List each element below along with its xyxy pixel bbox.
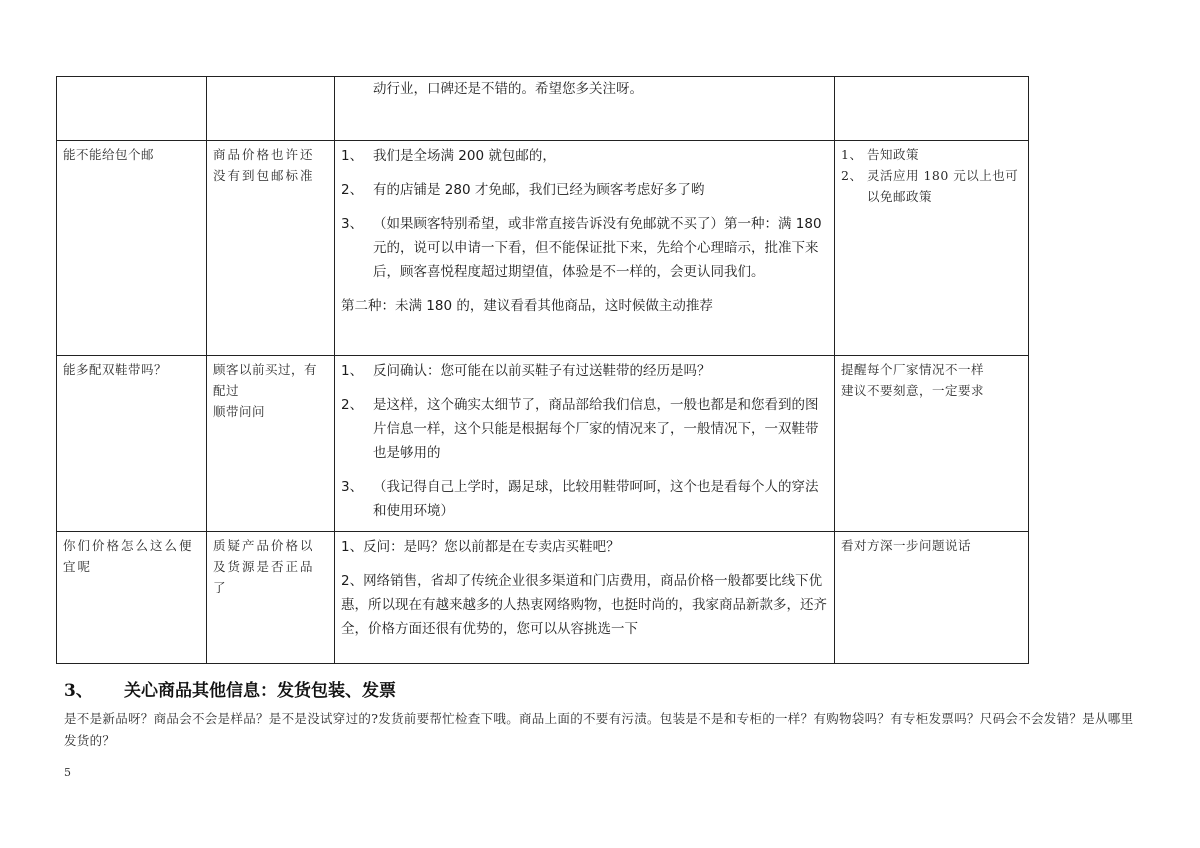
- answer-cell: [335, 141, 835, 356]
- answer-item-1: 1、反问：是吗？您以前都是在专卖店买鞋吧？: [341, 539, 620, 555]
- reason-cell: 顾客以前买过，有 配过 顺带问问: [207, 356, 335, 532]
- answer-cell: [335, 532, 835, 664]
- answer-item-3: 3、 （我记得自己上学时，踢足球，比较用鞋带呵呵，这个也是看每个人的穿法和使用环境）: [341, 479, 819, 519]
- notes-cell: 1、 告知政策 2、 灵活应用 180 元以上也可以免邮政策: [835, 141, 1029, 356]
- answer-cell: [335, 356, 835, 532]
- faq-table: [56, 76, 1029, 664]
- answer-item-2: 2、 是这样，这个确实太细节了，商品部给我们信息，一般也都是和您看到的图片信息一样，这个只能是根据每个厂家的情况来了，一般情况下，一双鞋带也是够用的: [341, 397, 819, 461]
- section-body: 是不是新品呀？商品会不会是样品？是不是没试穿过的?发货前要帮忙检查下哦。商品上面的不要有污渍。包装是不是和专柜的一样？有购物袋吗？有专柜发票吗？尺码会不会发错？是从哪里发货的？: [64, 711, 1134, 748]
- answer-item-1: 1、 我们是全场满 200 就包邮的，: [341, 148, 556, 164]
- answer-item-4: 第二种：未满 180 的，建议看看其他商品，这时候做主动推荐: [341, 298, 713, 314]
- notes-cell: 看对方深一步问题说话: [835, 532, 1029, 664]
- reason-cell: 质疑产品价格以及货源是否正品了: [207, 532, 335, 664]
- page-number: 5: [64, 766, 71, 779]
- table-row: [57, 77, 1029, 141]
- answer-paragraph: 动行业，口碑还是不错的。希望您多关注呀。: [373, 81, 643, 97]
- notes-cell: [835, 77, 1029, 141]
- question-cell: 能多配双鞋带吗？: [57, 356, 207, 532]
- reason-cell: [207, 77, 335, 141]
- answer-item-2: 2、 有的店铺是 280 才免邮，我们已经为顾客考虑好多了哟: [341, 182, 705, 198]
- reason-cell: 商品价格也许还没有到包邮标准: [207, 141, 335, 356]
- answer-item-1: 1、 反问确认：您可能在以前买鞋子有过送鞋带的经历是吗？: [341, 363, 711, 379]
- table-row: [57, 356, 1029, 532]
- table-row: [57, 532, 1029, 664]
- question-cell: [57, 77, 207, 141]
- answer-item-2: 2、网络销售，省却了传统企业很多渠道和门店费用，商品价格一般都要比线下优惠，所以现在有越来越多的人热衷网络购物，也挺时尚的，我家商品新款多，还齐全，价格方面还很有优势的，您可以从容挑选一下: [341, 573, 827, 637]
- notes-cell: 提醒每个厂家情况不一样 建议不要刻意，一定要求: [835, 356, 1029, 532]
- table-row: [57, 141, 1029, 356]
- answer-item-3: 3、 （如果顾客特别希望，或非常直接告诉没有免邮就不买了）第一种：满 180 元的，说可以申请一下看，但不能保证批下来，先给个心理暗示，批准下来后，顾客喜悦程度超过期望值，体验是不一样的，会更认同我们。: [341, 216, 822, 280]
- question-cell: 能不能给包个邮: [57, 141, 207, 356]
- answer-cell: [335, 77, 835, 141]
- section-heading: 3、 关心商品其他信息：发货包装、发票: [64, 681, 396, 701]
- question-cell: 你们价格怎么这么便宜呢: [57, 532, 207, 664]
